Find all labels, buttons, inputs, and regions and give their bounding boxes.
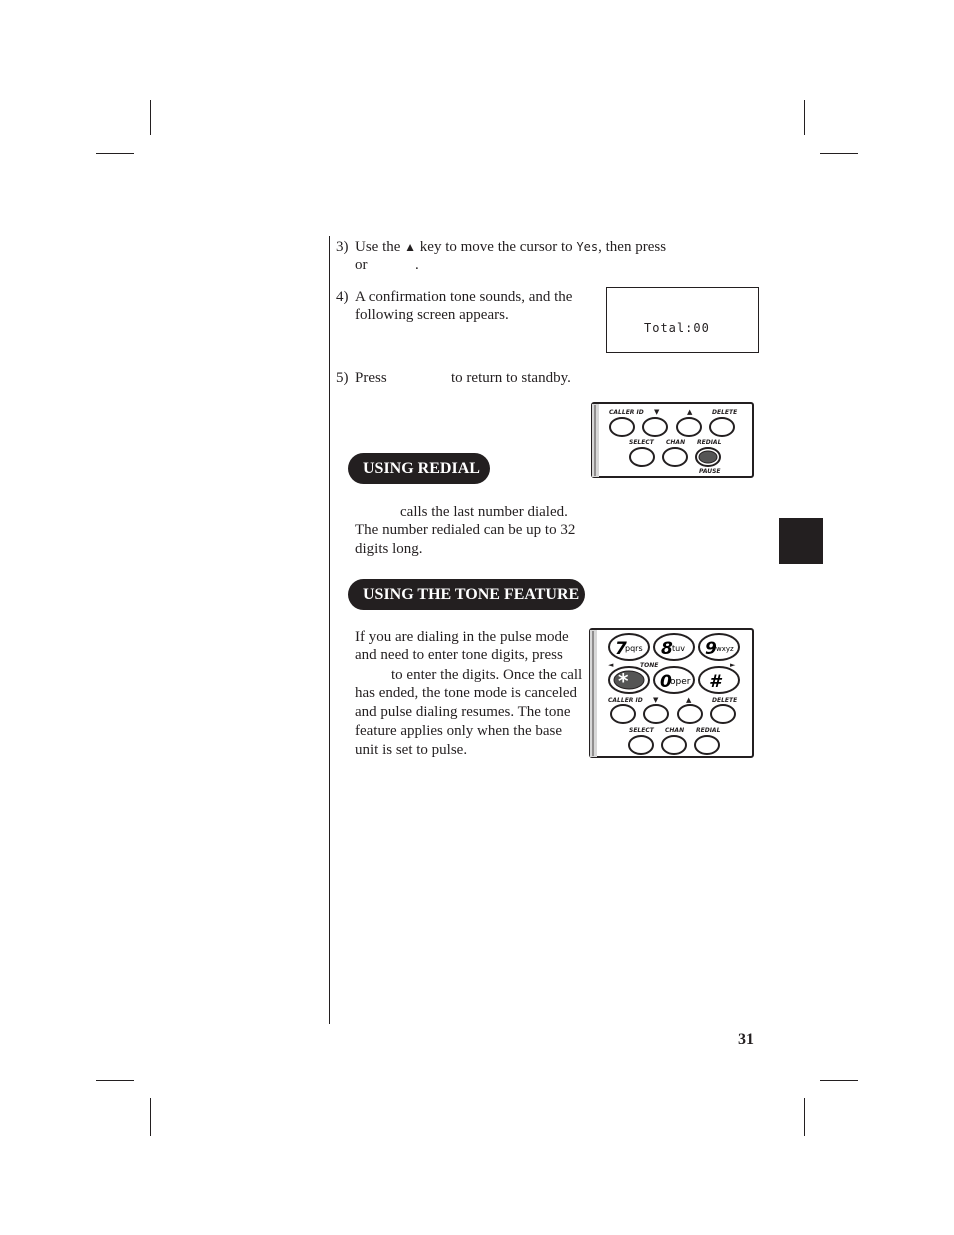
delete-label-2: DELETE bbox=[712, 697, 738, 704]
down-label-2: ▼ bbox=[653, 696, 659, 704]
redial-key-highlight bbox=[699, 451, 717, 463]
left-arrow-label: ◄ bbox=[608, 661, 614, 669]
down-key bbox=[643, 418, 667, 436]
delete-key-2 bbox=[711, 705, 735, 723]
up-key-2 bbox=[678, 705, 702, 723]
tone-keypad-svg bbox=[589, 628, 755, 759]
tone-line-4: has ended, the tone mode is canceled bbox=[355, 685, 577, 701]
caller-id-key-2 bbox=[611, 705, 635, 723]
step-3-period: . bbox=[415, 257, 419, 273]
crop-mark-bottom-left-v bbox=[150, 1098, 151, 1136]
right-arrow-label: ► bbox=[730, 661, 736, 669]
step-3-text-b: key to move the cursor to bbox=[419, 239, 573, 255]
down-key-2 bbox=[644, 705, 668, 723]
crop-mark-top-right-h bbox=[820, 153, 858, 154]
key-9-digit: 9 bbox=[705, 639, 717, 659]
step-5-press: Press bbox=[355, 370, 387, 386]
crop-mark-top-right-v bbox=[804, 100, 805, 135]
key-8-letters: tuv bbox=[672, 644, 685, 653]
crop-mark-bottom-right-h bbox=[820, 1080, 858, 1081]
key-7-digit: 7 bbox=[615, 639, 627, 659]
key-8-digit: 8 bbox=[661, 639, 673, 659]
down-label: ▼ bbox=[654, 408, 660, 416]
tone-label: TONE bbox=[640, 662, 659, 669]
delete-key bbox=[710, 418, 734, 436]
up-label-2: ▲ bbox=[686, 696, 692, 704]
tone-keypad-illustration bbox=[589, 628, 755, 759]
step-3-line-1 bbox=[355, 238, 666, 257]
tone-line-6: feature applies only when the base bbox=[355, 723, 563, 739]
step-3-text-c: , then press bbox=[598, 239, 667, 255]
up-label: ▲ bbox=[687, 408, 693, 416]
caller-id-key bbox=[610, 418, 634, 436]
redial-line-2: The number redialed can be up to 32 bbox=[355, 522, 576, 538]
pause-label: PAUSE bbox=[699, 468, 721, 475]
redial-keypad-svg bbox=[591, 402, 755, 479]
tone-line-5: and pulse dialing resumes. The tone bbox=[355, 704, 571, 720]
up-key bbox=[677, 418, 701, 436]
redial-heading: USING REDIAL bbox=[348, 453, 490, 484]
step-3-number: 3) bbox=[336, 239, 349, 255]
caller-id-label-2: CALLER ID bbox=[608, 697, 643, 704]
redial-line-3: digits long. bbox=[355, 541, 423, 557]
step-3-text-a: Use the bbox=[355, 239, 401, 255]
key-0-digit: 0 bbox=[660, 672, 672, 692]
step-5-rest: to return to standby. bbox=[451, 370, 571, 386]
step-3-line-2 bbox=[355, 256, 419, 275]
tone-line-7: unit is set to pulse. bbox=[355, 742, 468, 758]
caller-id-label: CALLER ID bbox=[609, 409, 644, 416]
tone-heading: USING THE TONE FEATURE bbox=[348, 579, 585, 610]
select-key bbox=[630, 448, 654, 466]
chan-label: CHAN bbox=[666, 439, 686, 446]
chapter-tab bbox=[779, 518, 823, 564]
hash-key-symbol: # bbox=[709, 672, 721, 692]
page-number: 31 bbox=[738, 1031, 754, 1048]
step-4-number: 4) bbox=[336, 289, 349, 305]
step-4-line-1: A confirmation tone sounds, and the bbox=[355, 289, 573, 305]
tone-line-3: to enter the digits. Once the call bbox=[391, 667, 583, 683]
crop-mark-top-left-h bbox=[96, 153, 134, 154]
chan-key bbox=[663, 448, 687, 466]
redial-line-1: calls the last number dialed. bbox=[400, 504, 568, 520]
select-key-2 bbox=[629, 736, 653, 754]
step-3-or: or bbox=[355, 257, 368, 273]
tone-line-1: If you are dialing in the pulse mode bbox=[355, 629, 569, 645]
up-arrow-icon: ▲ bbox=[404, 240, 417, 254]
redial-key-2 bbox=[695, 736, 719, 754]
crop-mark-bottom-right-v bbox=[804, 1098, 805, 1136]
step-4-line-2: following screen appears. bbox=[355, 307, 509, 323]
key-7-letters: pqrs bbox=[625, 644, 643, 653]
chan-key-2 bbox=[662, 736, 686, 754]
select-label-2: SELECT bbox=[629, 727, 654, 734]
key-9-letters: wxyz bbox=[716, 645, 734, 653]
select-label: SELECT bbox=[629, 439, 654, 446]
star-key-symbol: * bbox=[618, 669, 629, 693]
redial-keypad-illustration bbox=[591, 402, 755, 479]
redial-label: REDIAL bbox=[697, 439, 722, 446]
cursor-word: Yes bbox=[576, 240, 599, 254]
margin-rule bbox=[329, 236, 330, 1024]
redial-label-2: REDIAL bbox=[696, 727, 721, 734]
crop-mark-top-left-v bbox=[150, 100, 151, 135]
delete-label: DELETE bbox=[712, 409, 738, 416]
lcd-text: Total:00 bbox=[644, 321, 710, 335]
lcd-screen bbox=[606, 287, 759, 353]
crop-mark-bottom-left-h bbox=[96, 1080, 134, 1081]
key-0-letters: oper bbox=[670, 677, 691, 687]
tone-line-2: and need to enter tone digits, press bbox=[355, 647, 563, 663]
step-5-number: 5) bbox=[336, 370, 349, 386]
chan-label-2: CHAN bbox=[665, 727, 685, 734]
